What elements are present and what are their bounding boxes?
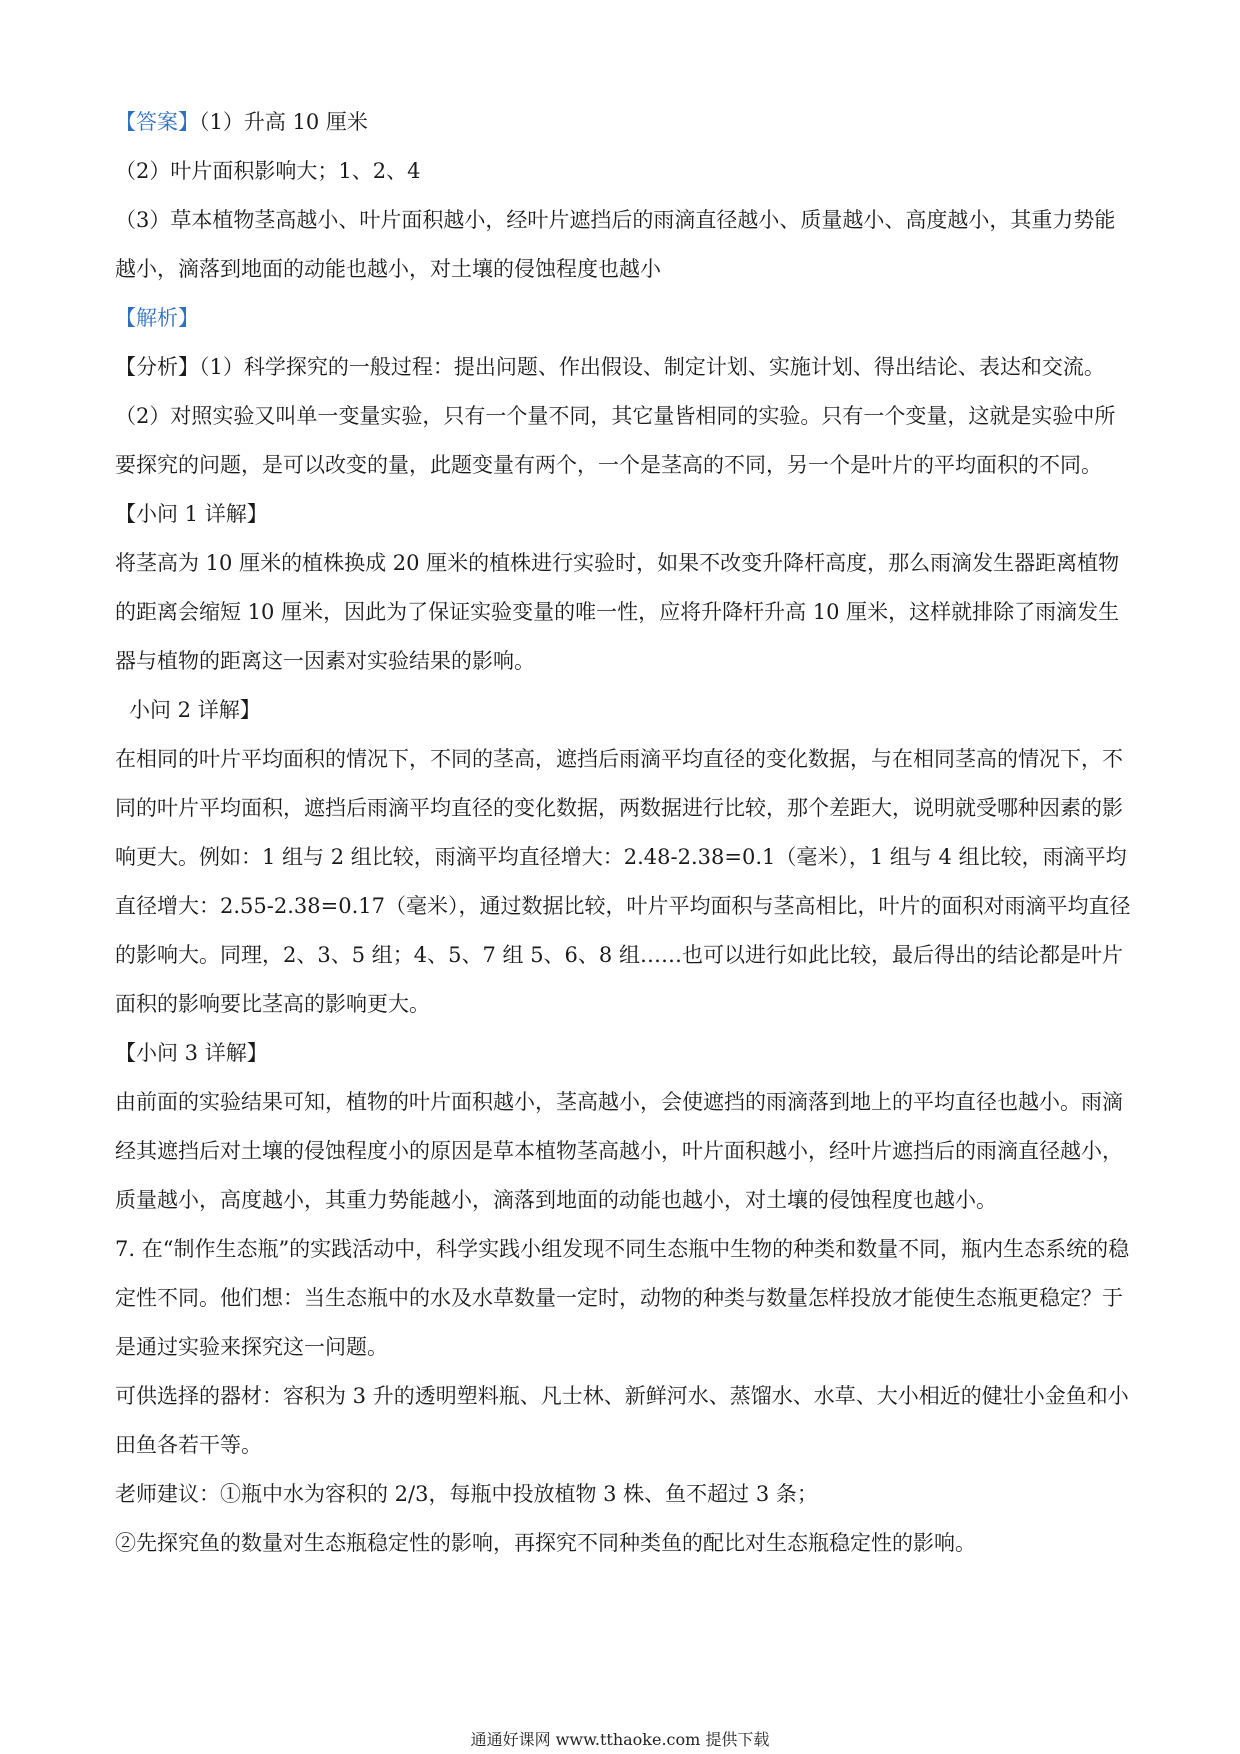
question-7-materials: 可供选择的器材：容积为 3 升的透明塑料瓶、凡士林、新鲜河水、蒸馏水、水草、大小相近的健壮小金鱼和小田鱼各若干等。 xyxy=(115,1384,1129,1457)
answer-tag: 【答案】 xyxy=(115,110,199,134)
fenxi-line-1 xyxy=(115,343,1135,392)
fenxi-text-2: （2）对照实验又叫单一变量实验，只有一个量不同，其它量皆相同的实验。只有一个变量，这就是实验中所要探究的问题，是可以改变的量，此题变量有两个，一个是茎高的不同，另一个是叶片的平均面积的不同。 xyxy=(115,404,1116,477)
sub-question-3-text: 由前面的实验结果可知，植物的叶片面积越小，茎高越小，会使遮挡的雨滴落到地上的平均直径也越小。雨滴经其遮挡后对土壤的侵蚀程度小的原因是草本植物茎高越小，叶片面积越小，经叶片遮挡后的雨滴直径越小，质量越小，高度越小，其重力势能越小，滴落到地面的动能也越小，对土壤的侵蚀程度也越小。 xyxy=(115,1090,1123,1212)
sub-question-1-title: 【小问 1 详解】 xyxy=(115,502,268,526)
page-footer: 通通好课网 www.tthaoke.com 提供下载 xyxy=(470,1730,770,1749)
answer-q1-line xyxy=(115,98,1135,147)
sub-question-3-title: 【小问 3 详解】 xyxy=(115,1041,268,1065)
fenxi-tag: 【分析】 xyxy=(115,355,199,379)
question-7-advice-2: ②先探究鱼的数量对生态瓶稳定性的影响，再探究不同种类鱼的配比对生态瓶稳定性的影响。 xyxy=(115,1531,976,1555)
sub-question-1-text: 将茎高为 10 厘米的植株换成 20 厘米的植株进行实验时，如果不改变升降杆高度，那么雨滴发生器距离植物的距离会缩短 10 厘米，因此为了保证实验变量的唯一性，应将升降杆升高 10 厘米，这样就排除了雨滴发生器与植物的距离这一因素对实验结果的影响。 xyxy=(115,551,1120,673)
answer-q3: （3）草本植物茎高越小、叶片面积越小，经叶片遮挡后的雨滴直径越小、质量越小、高度越小，其重力势能越小，滴落到地面的动能也越小，对土壤的侵蚀程度也越小 xyxy=(115,208,1116,281)
sub-question-2-title: 小问 2 详解】 xyxy=(129,698,261,722)
sub-question-2-text: 在相同的叶片平均面积的情况下，不同的茎高，遮挡后雨滴平均直径的变化数据，与在相同茎高的情况下，不同的叶片平均面积，遮挡后雨滴平均直径的变化数据，两数据进行比较，那个差距大，说明就受哪种因素的影响更大。例如：1 组与 2 组比较，雨滴平均直径增大：2.48-2.38=0.1（毫米），1 组与 4 组比较，雨滴平均直径增大：2.55-2.38=0.17（毫米），通过数据比较，叶片平均面积与茎高相比，叶片的面积对雨滴平均直径的影响大。同理，2、3、5 组；4、5、7 组 5、6、8 组……也可以进行如此比较，最后得出的结论都是叶片面积的影响要比茎高的影响更大。 xyxy=(115,747,1131,1016)
question-7-stem: 7. 在“制作生态瓶”的实践活动中，科学实践小组发现不同生态瓶中生物的种类和数量不同，瓶内生态系统的稳定性不同。他们想：当生态瓶中的水及水草数量一定时，动物的种类与数量怎样投放才能使生态瓶更稳定？于是通过实验来探究这一问题。 xyxy=(115,1237,1130,1359)
answer-q2: （2）叶片面积影响大；1、2、4 xyxy=(115,159,421,183)
document-body xyxy=(115,98,1135,1568)
fenxi-text-1: （1）科学探究的一般过程：提出问题、作出假设、制定计划、实施计划、得出结论、表达和交流。 xyxy=(199,355,1105,379)
answer-q1: （1）升高 10 厘米 xyxy=(199,110,368,134)
analysis-tag: 【解析】 xyxy=(115,306,199,330)
question-7-advice-1: 老师建议：①瓶中水为容积的 2/3，每瓶中投放植物 3 株、鱼不超过 3 条； xyxy=(115,1482,818,1506)
